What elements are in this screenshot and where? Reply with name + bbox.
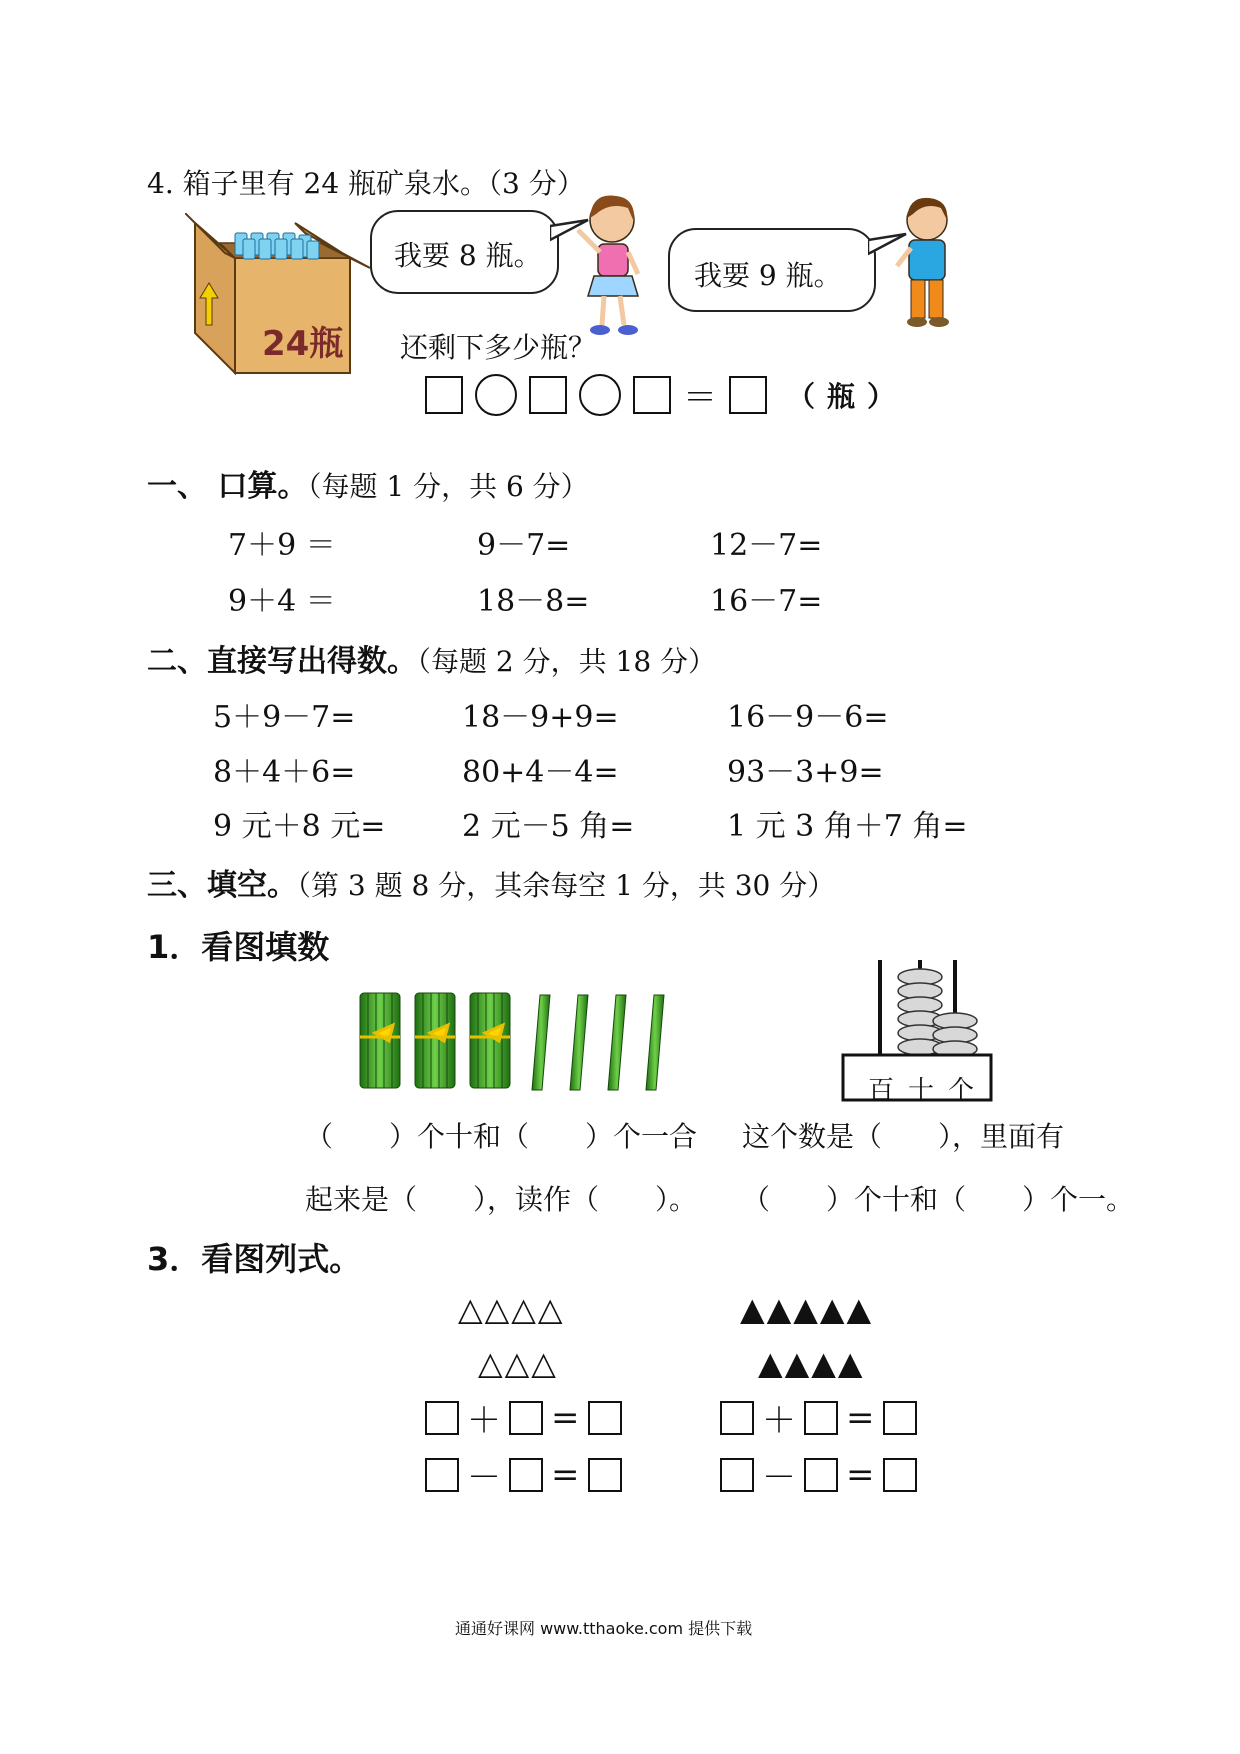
ones-label: 个: [948, 1076, 989, 1106]
abacus-question-line-2: （ ）个十和（ ）个一。: [742, 1183, 1135, 1216]
section-1-points: （每题 1 分，共 6 分）: [307, 470, 589, 503]
calc-item: 93－3+9=: [727, 755, 884, 790]
plus-sign: ＋: [762, 1401, 796, 1441]
section-2-points: （每题 2 分，共 18 分）: [417, 645, 717, 678]
section-3-points: （第 3 题 8 分，其余每空 1 分，共 30 分）: [297, 869, 836, 902]
girl-figure: [570, 190, 650, 340]
section-1-title: [147, 461, 589, 505]
section-3-title: [147, 860, 835, 904]
answer-box[interactable]: [425, 1458, 459, 1492]
single-stick: [570, 995, 588, 1090]
answer-box[interactable]: [425, 1401, 459, 1435]
addition-equation-right: [720, 1393, 917, 1442]
calc-item: 5＋9－7=: [213, 700, 356, 735]
equals-sign: =: [551, 1397, 580, 1438]
sticks-question-line-2: 起来是（ ），读作（ ）。: [305, 1183, 698, 1216]
q4-equation: [425, 370, 895, 419]
minus-sign: －: [467, 1458, 501, 1498]
bundle-of-ten-2: [415, 993, 455, 1088]
calc-item: 18－9+9=: [462, 700, 619, 735]
calc-item: 1 元 3 角＋7 角=: [727, 809, 968, 844]
minus-sign: －: [762, 1458, 796, 1498]
sticks-illustration: [355, 985, 670, 1095]
footer-source: 通通好课网 www.tthaoke.com 提供下载: [455, 1619, 753, 1638]
answer-box[interactable]: [529, 376, 567, 414]
hundreds-label: 百: [868, 1076, 909, 1106]
answer-box[interactable]: [633, 376, 671, 414]
answer-box[interactable]: [720, 1458, 754, 1492]
answer-box[interactable]: [425, 376, 463, 414]
section-1-heading: 一、 口算。: [147, 469, 308, 504]
box-label: 24瓶: [262, 324, 344, 364]
mental-math-item: 18－8=: [477, 584, 590, 619]
abacus-place-labels: [868, 1070, 988, 1107]
operator-circle[interactable]: [475, 374, 517, 416]
mental-math-item: 12－7=: [710, 528, 823, 563]
white-triangles-row-1: △△△△: [458, 1290, 565, 1328]
answer-box[interactable]: [720, 1401, 754, 1435]
mental-math-item: 7＋9 ＝: [228, 528, 336, 563]
unit-open: （: [787, 379, 816, 413]
tens-label: 十: [908, 1076, 949, 1106]
addition-equation-left: [425, 1393, 622, 1442]
tens-beads: [898, 969, 942, 1055]
section-2-title: [147, 636, 716, 680]
ones-beads: [933, 1013, 977, 1057]
mental-math-item: 16－7=: [710, 584, 823, 619]
calc-item: 2 元－5 角=: [462, 809, 635, 844]
speech-bubble-2: [668, 228, 876, 312]
calc-item: 16－9－6=: [727, 700, 889, 735]
section-3-heading: 三、填空。: [147, 868, 297, 903]
answer-box[interactable]: [588, 1401, 622, 1435]
black-triangles-row-2: ▲▲▲▲: [758, 1344, 865, 1382]
bundle-of-ten-1: [360, 993, 400, 1088]
q4-title: 4. 箱子里有 24 瓶矿泉水。（3 分）: [147, 167, 585, 200]
unit-label: 瓶: [827, 379, 856, 413]
abacus-question-line-1: 这个数是（ ），里面有: [742, 1120, 1065, 1153]
q4-question: 还剩下多少瓶？: [400, 331, 597, 364]
calc-item: 9 元＋8 元=: [213, 809, 386, 844]
operator-circle[interactable]: [579, 374, 621, 416]
q1-title: 1．看图填数: [147, 928, 330, 966]
plus-sign: ＋: [467, 1401, 501, 1441]
boy-figure: [895, 192, 965, 332]
section-2-heading: 二、直接写出得数。: [147, 644, 417, 679]
equals-sign: =: [551, 1454, 580, 1495]
answer-box[interactable]: [588, 1458, 622, 1492]
q3-title: 3．看图列式。: [147, 1240, 362, 1278]
bubble-1-text: 我要 8 瓶。: [394, 239, 542, 272]
calc-item: 80+4－4=: [462, 755, 619, 790]
answer-box[interactable]: [804, 1401, 838, 1435]
single-stick: [646, 995, 664, 1090]
calc-item: 8＋4＋6=: [213, 755, 356, 790]
sticks-question-line-1: （ ）个十和（ ）个一合: [305, 1120, 698, 1153]
mental-math-item: 9＋4 ＝: [228, 584, 336, 619]
answer-box[interactable]: [804, 1458, 838, 1492]
subtraction-equation-left: [425, 1450, 622, 1499]
single-stick: [608, 995, 626, 1090]
equals-sign: ＝: [683, 378, 717, 418]
single-stick: [532, 995, 550, 1090]
bundle-of-ten-3: [470, 993, 510, 1088]
equals-sign: =: [846, 1454, 875, 1495]
answer-box[interactable]: [509, 1401, 543, 1435]
mental-math-item: 9－7=: [477, 528, 571, 563]
black-triangles-row-1: ▲▲▲▲▲: [740, 1290, 874, 1328]
answer-box[interactable]: [883, 1401, 917, 1435]
answer-box[interactable]: [729, 376, 767, 414]
answer-box[interactable]: [883, 1458, 917, 1492]
white-triangles-row-2: △△△: [478, 1344, 558, 1382]
equals-sign: =: [846, 1397, 875, 1438]
subtraction-equation-right: [720, 1450, 917, 1499]
speech-bubble-1: [370, 210, 559, 294]
unit-close: ）: [867, 379, 896, 413]
bubble-2-text: 我要 9 瓶。: [694, 259, 842, 292]
answer-box[interactable]: [509, 1458, 543, 1492]
